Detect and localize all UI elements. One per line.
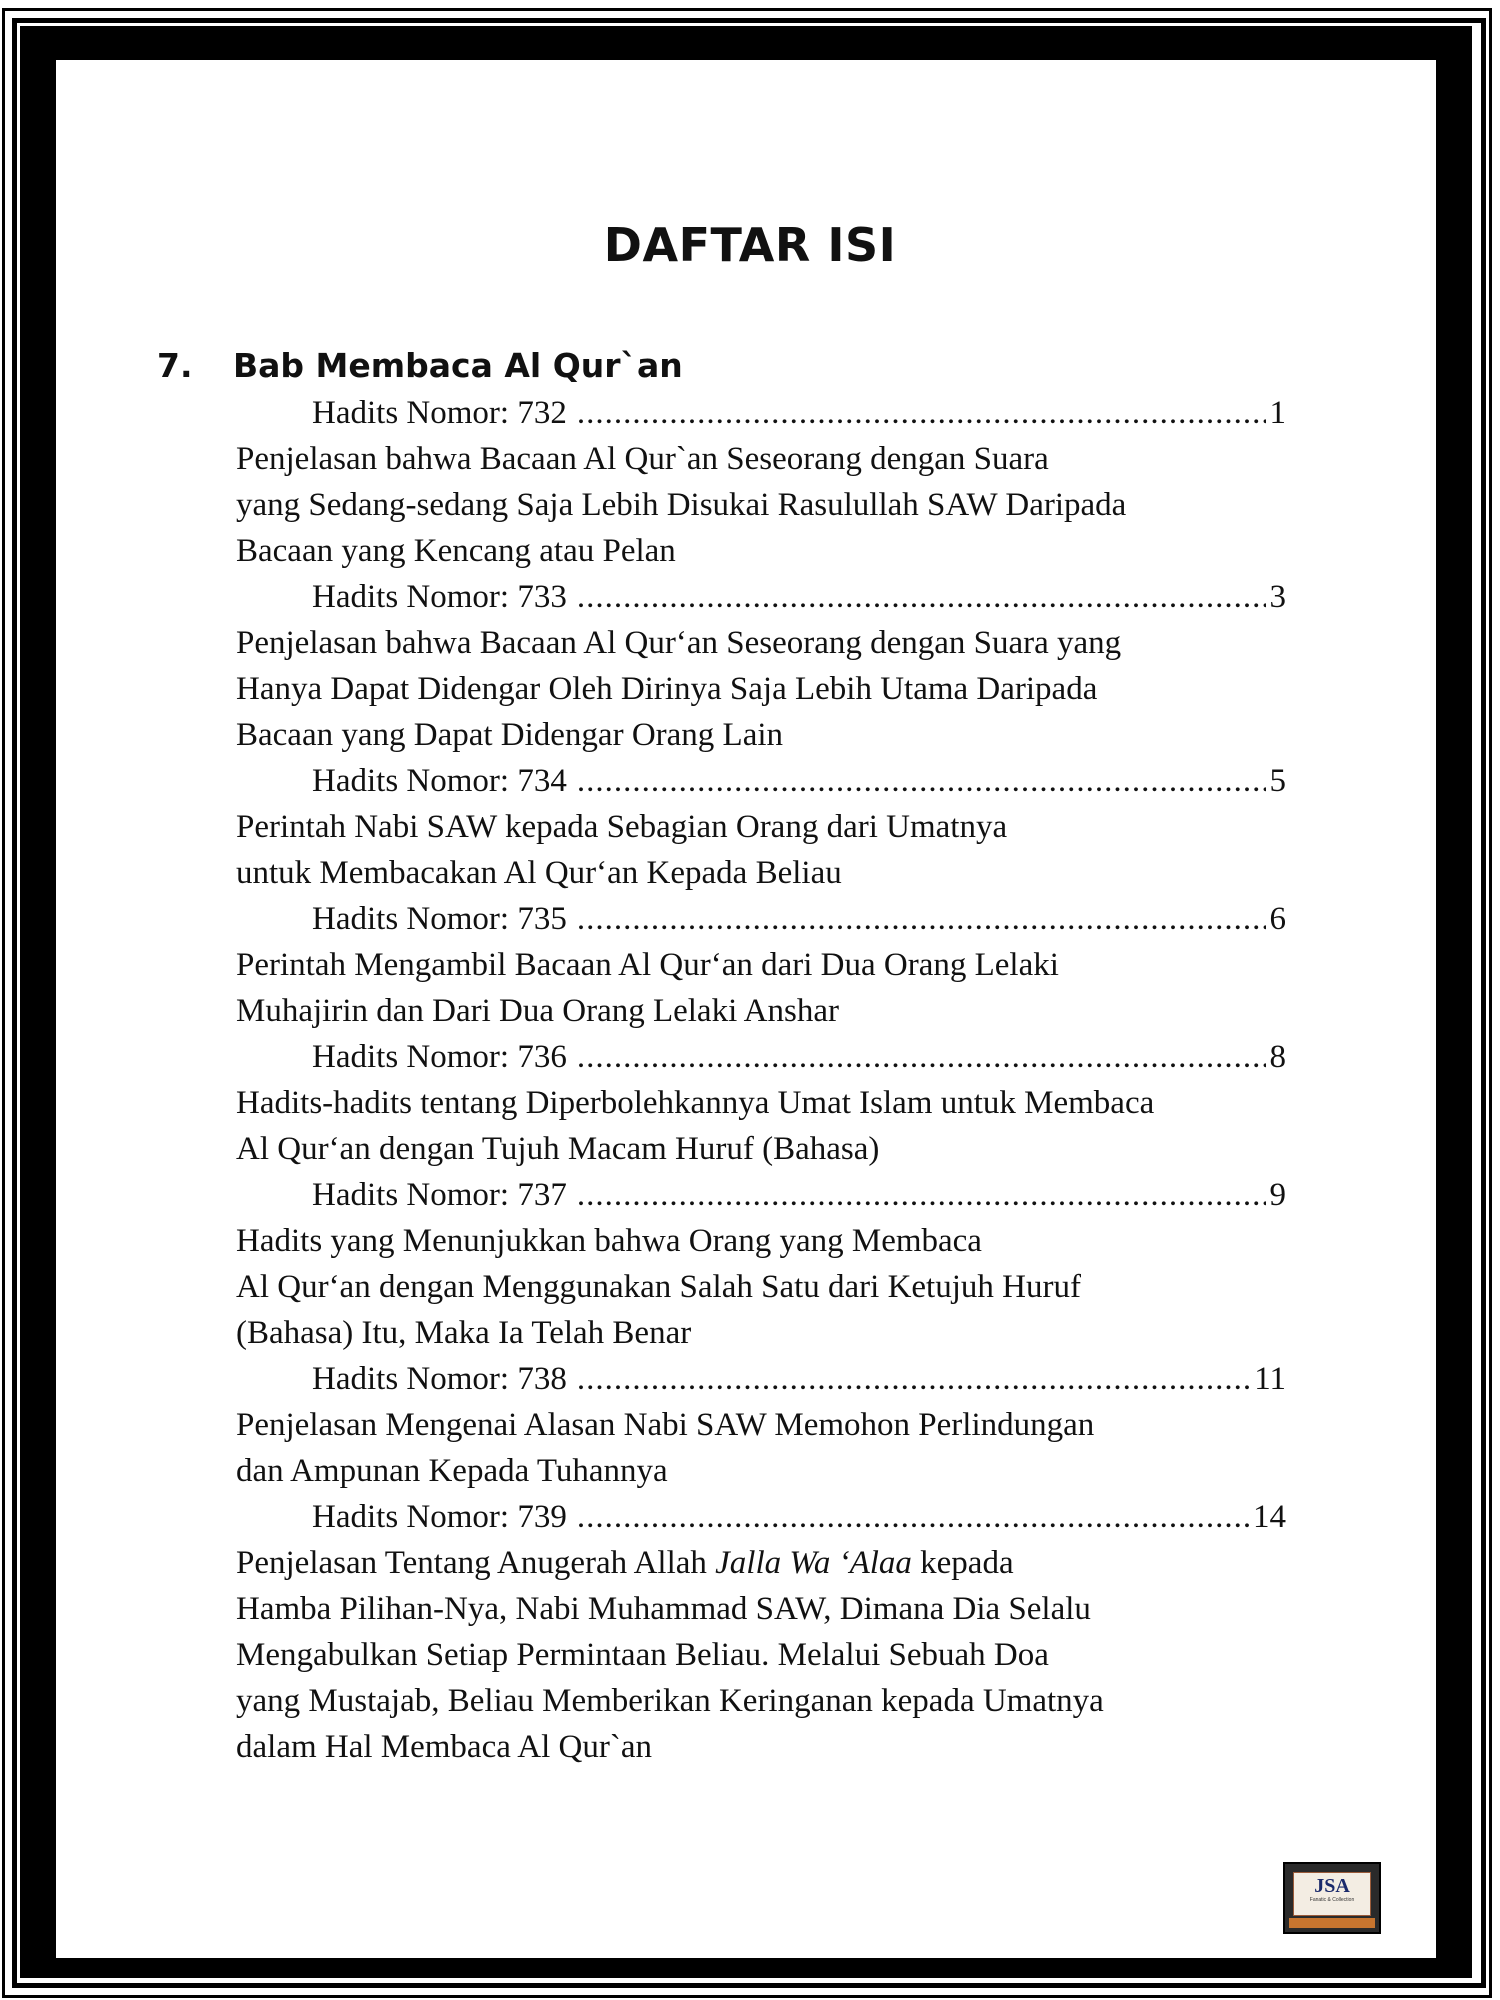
hadits-number: Hadits Nomor: 732 bbox=[312, 395, 567, 431]
page-number: 8 bbox=[1269, 1039, 1286, 1075]
page-number: 1 bbox=[1269, 395, 1286, 431]
entry-description: Al Qur‘an dengan Tujuh Macam Huruf (Bahasa) bbox=[236, 1131, 880, 1167]
entry-description: Perintah Mengambil Bacaan Al Qur‘an dari Dua Orang Lelaki bbox=[236, 947, 1059, 983]
toc-entry bbox=[236, 390, 1286, 574]
desc-suffix: kepada bbox=[911, 1545, 1014, 1581]
hadits-number: Hadits Nomor: 739 bbox=[312, 1499, 567, 1535]
entry-description: dalam Hal Membaca Al Qur`an bbox=[236, 1729, 653, 1765]
hadits-row[interactable] bbox=[236, 1356, 1286, 1402]
entry-description: Hanya Dapat Didengar Oleh Dirinya Saja Lebih Utama Daripada bbox=[236, 671, 1098, 707]
logo-text: JSA bbox=[1314, 1875, 1350, 1897]
hadits-row[interactable] bbox=[236, 896, 1286, 942]
chapter-number: 7. bbox=[157, 346, 193, 385]
hadits-row[interactable] bbox=[236, 390, 1286, 436]
entry-description: Hadits-hadits tentang Diperbolehkannya Umat Islam untuk Membaca bbox=[236, 1085, 1155, 1121]
entry-description: yang Sedang-sedang Saja Lebih Disukai Rasulullah SAW Daripada bbox=[236, 487, 1127, 523]
leader-dots bbox=[577, 574, 1266, 620]
entry-description: Bacaan yang Kencang atau Pelan bbox=[236, 533, 676, 569]
leader-dots bbox=[577, 1172, 1266, 1218]
logo-panel bbox=[1293, 1872, 1371, 1916]
hadits-number: Hadits Nomor: 733 bbox=[312, 579, 567, 615]
toc-entry bbox=[236, 1356, 1286, 1494]
entry-description: (Bahasa) Itu, Maka Ia Telah Benar bbox=[236, 1315, 692, 1351]
page-number: 6 bbox=[1269, 901, 1286, 937]
table-of-contents bbox=[236, 390, 1286, 1770]
entry-description: Penjelasan Mengenai Alasan Nabi SAW Memohon Perlindungan bbox=[236, 1407, 1095, 1443]
hadits-row[interactable] bbox=[236, 758, 1286, 804]
hadits-number: Hadits Nomor: 736 bbox=[312, 1039, 567, 1075]
entry-description: Penjelasan bahwa Bacaan Al Qur`an Seseorang dengan Suara bbox=[236, 441, 1049, 477]
hadits-row[interactable] bbox=[236, 1034, 1286, 1080]
jsa-logo bbox=[1283, 1862, 1381, 1934]
hadits-row[interactable] bbox=[236, 574, 1286, 620]
page-number: 9 bbox=[1269, 1177, 1286, 1213]
leader-dots bbox=[577, 1034, 1266, 1080]
entry-description: untuk Membacakan Al Qur‘an Kepada Beliau bbox=[236, 855, 842, 891]
desc-italic: Jalla Wa ‘Alaa bbox=[715, 1545, 912, 1581]
hadits-row[interactable] bbox=[236, 1494, 1286, 1540]
page-number: 11 bbox=[1254, 1361, 1286, 1397]
entry-description: yang Mustajab, Beliau Memberikan Keringanan kepada Umatnya bbox=[236, 1683, 1104, 1719]
toc-entry bbox=[236, 896, 1286, 1034]
leader-dots bbox=[577, 896, 1266, 942]
entry-description: Muhajirin dan Dari Dua Orang Lelaki Anshar bbox=[236, 993, 839, 1029]
entry-description: Hadits yang Menunjukkan bahwa Orang yang Membaca bbox=[236, 1223, 982, 1259]
logo-keyboard-base bbox=[1289, 1918, 1375, 1928]
page-title: DAFTAR ISI bbox=[603, 218, 897, 272]
toc-entry bbox=[236, 1172, 1286, 1356]
toc-entry bbox=[236, 1034, 1286, 1172]
hadits-row[interactable] bbox=[236, 1172, 1286, 1218]
page-number: 3 bbox=[1269, 579, 1286, 615]
entry-description: Bacaan yang Dapat Didengar Orang Lain bbox=[236, 717, 784, 753]
entry-description: Hamba Pilihan-Nya, Nabi Muhammad SAW, Dimana Dia Selalu bbox=[236, 1591, 1091, 1627]
toc-entry bbox=[236, 1494, 1286, 1770]
entry-description bbox=[236, 1540, 1286, 1586]
page-number: 14 bbox=[1253, 1499, 1286, 1535]
leader-dots bbox=[577, 1494, 1249, 1540]
page-number: 5 bbox=[1269, 763, 1286, 799]
logo-subtitle: Fanatic & Collection bbox=[1309, 1897, 1355, 1903]
leader-dots bbox=[577, 1356, 1250, 1402]
hadits-number: Hadits Nomor: 735 bbox=[312, 901, 567, 937]
chapter-title: Bab Membaca Al Qur`an bbox=[233, 346, 683, 385]
hadits-number: Hadits Nomor: 734 bbox=[312, 763, 567, 799]
toc-entry bbox=[236, 574, 1286, 758]
entry-description: dan Ampunan Kepada Tuhannya bbox=[236, 1453, 668, 1489]
entry-description: Penjelasan bahwa Bacaan Al Qur‘an Seseorang dengan Suara yang bbox=[236, 625, 1122, 661]
leader-dots bbox=[577, 758, 1266, 804]
hadits-number: Hadits Nomor: 738 bbox=[312, 1361, 567, 1397]
entry-description: Mengabulkan Setiap Permintaan Beliau. Melalui Sebuah Doa bbox=[236, 1637, 1049, 1673]
leader-dots bbox=[577, 390, 1266, 436]
toc-entry bbox=[236, 758, 1286, 896]
hadits-number: Hadits Nomor: 737 bbox=[312, 1177, 567, 1213]
desc-prefix: Penjelasan Tentang Anugerah Allah bbox=[236, 1545, 716, 1581]
entry-description: Perintah Nabi SAW kepada Sebagian Orang dari Umatnya bbox=[236, 809, 1008, 845]
entry-description: Al Qur‘an dengan Menggunakan Salah Satu dari Ketujuh Huruf bbox=[236, 1269, 1081, 1305]
